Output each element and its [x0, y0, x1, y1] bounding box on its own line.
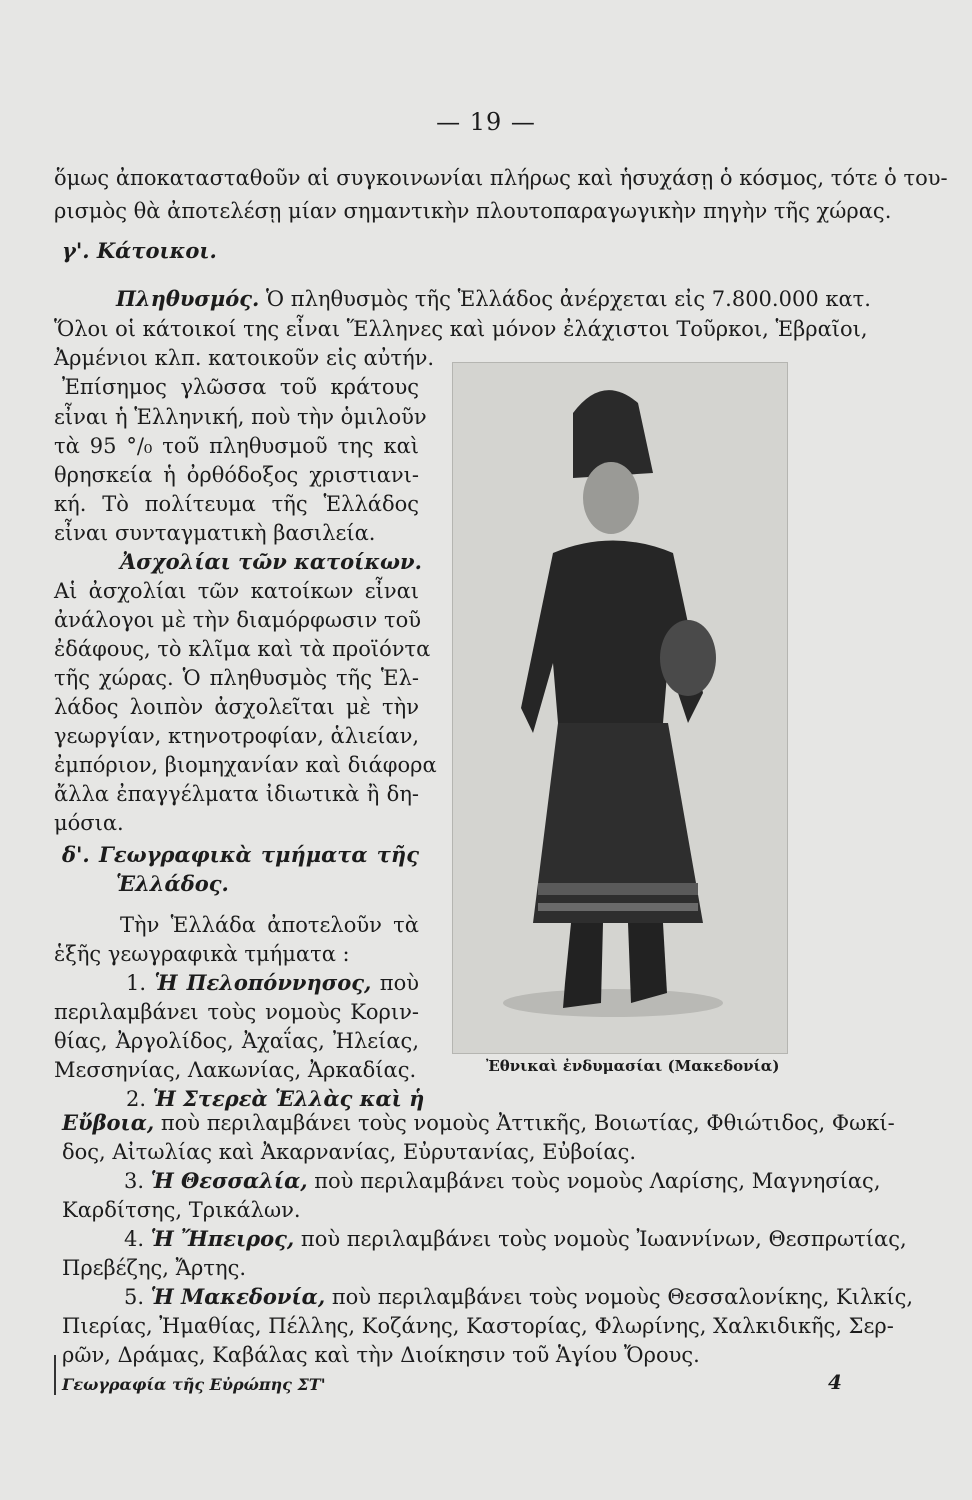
text-line: Πιερίας, Ἠμαθίας, Πέλλης, Κοζάνης, Καστορίας, Φλωρίνης, Χαλκιδικῆς, Σερ- [62, 1314, 894, 1338]
text-line: εἶναι συνταγματικὴ βασιλεία. [54, 521, 376, 545]
region-name: Ἡ Θεσσαλία, [150, 1168, 308, 1193]
text-line: λάδος λοιπὸν ἀσχολεῖται μὲ τὴν [54, 695, 419, 719]
text-line: ἄλλα ἐπαγγέλματα ἰδιωτικὰ ἢ δη- [54, 782, 419, 806]
text-line: τὰ 95 °/₀ τοῦ πληθυσμοῦ της καὶ [54, 434, 419, 458]
section-heading-delta: δ'. Γεωγραφικὰ τμήματα τῆς [62, 842, 419, 867]
text-line: κή. Τὸ πολίτευμα τῆς Ἑλλάδος [54, 492, 419, 516]
text-line: Ὅλοι οἱ κάτοικοί της εἶναι Ἕλληνες καὶ μόνον ἐλάχιστοι Τοῦρκοι, Ἑβραῖοι, [54, 317, 868, 341]
page-number: — 19 — [436, 108, 536, 136]
text-line: Τὴν Ἑλλάδα ἀποτελοῦν τὰ [120, 913, 419, 937]
text-line: ἀνάλογοι μὲ τὴν διαμόρφωσιν τοῦ [54, 608, 421, 632]
text-line: εἶναι ἡ Ἑλληνική, ποὺ τὴν ὁμιλοῦν [54, 405, 427, 429]
term-population: Πληθυσμός. [116, 286, 260, 311]
text-line: Πρεβέζης, Ἄρτης. [62, 1256, 247, 1280]
text-line [116, 284, 871, 314]
list-item-5 [124, 1282, 914, 1312]
text-line: ρῶν, Δράμας, Καβάλας καὶ τὴν Διοίκησιν τοῦ Ἁγίου Ὄρους. [62, 1343, 700, 1367]
list-number: 2. [126, 1087, 153, 1111]
region-name: Ἡ Μακεδονία, [150, 1284, 326, 1309]
list-number: 3. [124, 1169, 151, 1193]
text-span: ποὺ περιλαμβάνει τοὺς νομοὺς Ἀττικῆς, Βοιωτίας, Φθιώτιδος, Φωκί- [154, 1111, 895, 1135]
text-line [62, 1108, 895, 1138]
text-line: Μεσσηνίας, Λακωνίας, Ἀρκαδίας. [54, 1058, 417, 1082]
costume-figure-illustration [453, 363, 787, 1053]
margin-rule [54, 1355, 56, 1395]
text-span: ποὺ [371, 971, 419, 995]
text-line: ἐμπόριον, βιομηχανίαν καὶ διάφορα [54, 753, 437, 777]
text-span: ποὺ περιλαμβάνει τοὺς νομοὺς Θεσσαλονίκης, Κιλκίς, [325, 1285, 914, 1309]
text-line: ρισμὸς θὰ ἀποτελέσῃ μίαν σημαντικὴν πλουτοπαραγωγικὴν πηγὴν τῆς χώρας. [54, 199, 892, 223]
text-line: θρησκεία ἡ ὀρθόδοξος χριστιανι- [54, 463, 419, 487]
text-span: ποὺ περιλαμβάνει τοὺς νομοὺς Ἰωαννίνων, Θεσπρωτίας, [294, 1227, 907, 1251]
text-line: δος, Αἰτωλίας καὶ Ἀκαρνανίας, Εὐρυτανίας, Εὐβοίας. [62, 1140, 637, 1164]
text-span: ποὺ περιλαμβάνει τοὺς νομοὺς Λαρίσης, Μαγνησίας, [307, 1169, 881, 1193]
list-number: 1. [126, 971, 155, 995]
section-heading-gamma: γ'. Κάτοικοι. [62, 238, 217, 263]
list-number: 5. [124, 1285, 151, 1309]
text-line: ἑξῆς γεωγραφικὰ τμήματα : [54, 942, 350, 966]
list-number: 4. [124, 1227, 151, 1251]
subheading-occupations: Ἀσχολίαι τῶν κατοίκων. [120, 549, 422, 574]
region-name: Εὔβοια, [62, 1110, 155, 1135]
text-line: περιλαμβάνει τοὺς νομοὺς Κοριν- [54, 1000, 419, 1024]
region-name: Ἡ Ἤπειρος, [150, 1226, 295, 1251]
page-footer: Γεωγραφία τῆς Εὐρώπης ΣΤ' [62, 1375, 326, 1394]
region-name: Ἡ Στερεὰ Ἑλλὰς καὶ ἡ [152, 1086, 425, 1111]
section-heading-delta-cont: Ἑλλάδος. [116, 871, 229, 896]
photo-caption: Ἐθνικαὶ ἐνδυμασίαι (Μακεδονία) [486, 1057, 780, 1075]
photo-macedonian-costume [452, 362, 788, 1054]
text-line: γεωργίαν, κτηνοτροφίαν, ἁλιείαν, [54, 724, 420, 748]
list-item-1 [126, 968, 419, 998]
text-line: Καρδίτσης, Τρικάλων. [62, 1198, 301, 1222]
text-line: Αἱ ἀσχολίαι τῶν κατοίκων εἶναι [54, 579, 419, 603]
text-line: τῆς χώρας. Ὁ πληθυσμὸς τῆς Ἑλ- [54, 666, 419, 690]
signature-mark: 4 [828, 1370, 842, 1394]
text-line: Ἀρμένιοι κλπ. κατοικοῦν εἰς αὐτήν. [54, 346, 435, 370]
text-line: μόσια. [54, 811, 124, 835]
text-span: Ὁ πληθυσμὸς τῆς Ἑλλάδος ἀνέρχεται εἰς 7.800.000 κατ. [259, 287, 871, 311]
list-item-4 [124, 1224, 907, 1254]
text-line: θίας, Ἀργολίδος, Ἀχαΐας, Ἠλείας, [54, 1029, 419, 1053]
text-line: Ἐπίσημος γλῶσσα τοῦ κράτους [62, 375, 419, 399]
text-line: ὅμως ἀποκατασταθοῦν αἱ συγκοινωνίαι πλήρως καὶ ἡσυχάσῃ ὁ κόσμος, τότε ὁ του- [54, 166, 948, 190]
region-name: Ἡ Πελοπόννησος, [154, 970, 372, 995]
text-line: ἐδάφους, τὸ κλῖμα καὶ τὰ προϊόντα [54, 637, 431, 661]
list-item-3 [124, 1166, 881, 1196]
